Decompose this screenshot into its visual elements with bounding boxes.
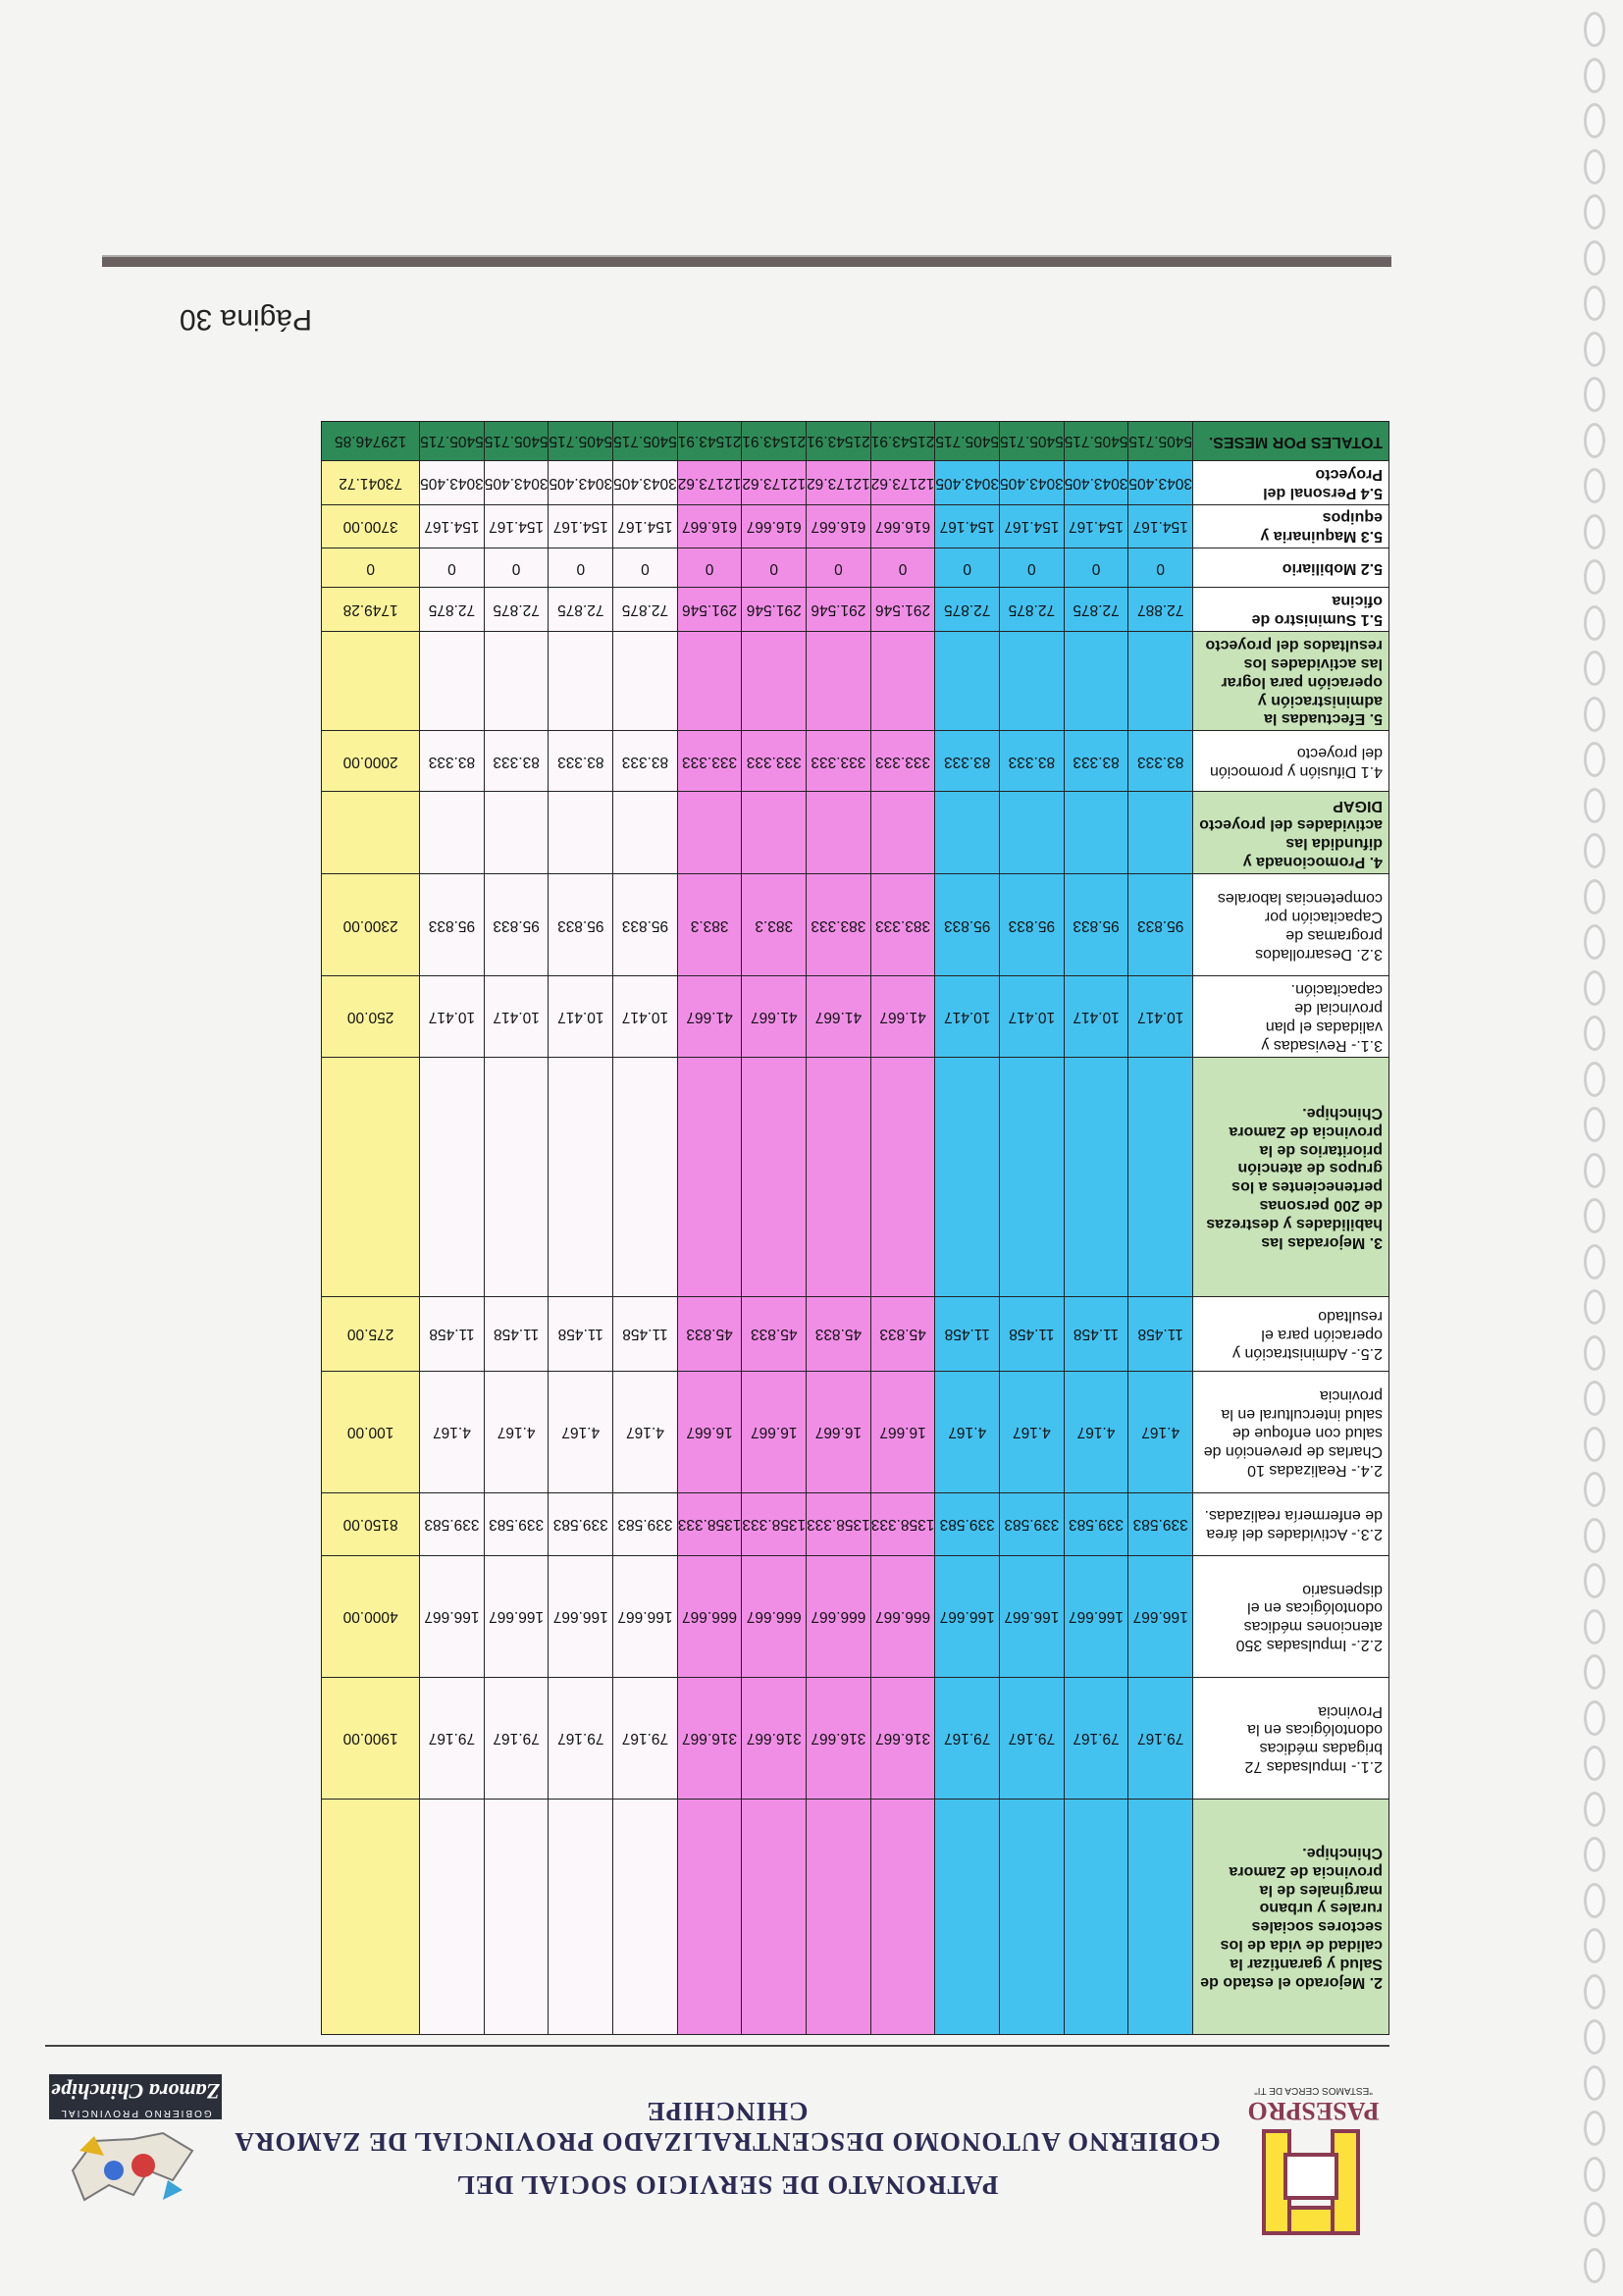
month-value-cell — [935, 792, 1000, 874]
month-value-cell: 3043.405 — [1000, 460, 1065, 504]
month-value-cell — [420, 1058, 485, 1297]
month-value-cell: 154.167 — [1128, 504, 1193, 548]
month-value-cell: 339.583 — [935, 1493, 1000, 1556]
month-value-cell: 291.546 — [677, 588, 742, 632]
month-value-cell — [549, 1800, 613, 2035]
month-value-cell: 339.583 — [1000, 1493, 1065, 1556]
row-label: 5.1 Suministro de oficina — [1193, 588, 1389, 632]
month-value-cell: 0 — [870, 548, 935, 588]
month-value-cell: 3043.405 — [549, 460, 613, 504]
month-value-cell — [1128, 1800, 1193, 2035]
month-value-cell: 95.833 — [613, 874, 678, 976]
month-value-cell: 95.833 — [549, 874, 613, 976]
month-value-cell: 383.333 — [807, 874, 871, 976]
zamora-chinchipe-logo — [49, 2062, 222, 2229]
month-value-cell: 5405.715 — [613, 421, 678, 460]
month-value-cell: 79.167 — [1128, 1678, 1193, 1800]
row-label: 3.1.- Revisadas y validadas el plan provincial de capacitación. — [1193, 976, 1389, 1058]
month-value-cell: 3043.405 — [935, 460, 1000, 504]
month-value-cell: 41.667 — [677, 976, 742, 1058]
row-label: 5.2 Mobiliario — [1193, 548, 1389, 588]
month-value-cell: 0 — [677, 548, 742, 588]
month-value-cell: 166.667 — [549, 1556, 613, 1678]
month-value-cell: 4.167 — [613, 1372, 678, 1493]
month-value-cell: 79.167 — [613, 1678, 678, 1800]
month-value-cell: 339.583 — [613, 1493, 678, 1556]
month-value-cell: 41.667 — [870, 976, 935, 1058]
month-value-cell: 0 — [1000, 548, 1065, 588]
table-row — [322, 792, 1389, 874]
row-label: TOTALES POR MESES. — [1193, 421, 1389, 460]
month-value-cell: 11.458 — [420, 1297, 485, 1372]
row-total-cell: 8150.00 — [322, 1493, 420, 1556]
row-label: 5.4 Personal del Proyecto — [1193, 460, 1389, 504]
month-value-cell — [549, 792, 613, 874]
budget-table — [321, 421, 1389, 2035]
month-value-cell: 333.333 — [870, 731, 935, 792]
month-value-cell — [742, 1800, 807, 2035]
month-value-cell — [677, 792, 742, 874]
row-label: 2.4.- Realizadas 10 Charlas de prevención de salud con enfoque de salud intercultural en la provincia — [1193, 1372, 1389, 1493]
month-value-cell: 166.667 — [935, 1556, 1000, 1678]
row-total-cell: 275.00 — [322, 1297, 420, 1372]
month-value-cell: 83.333 — [1128, 731, 1193, 792]
month-value-cell: 1358.333 — [742, 1493, 807, 1556]
table-row — [322, 1297, 1389, 1372]
month-value-cell — [484, 1058, 549, 1297]
table-row — [322, 976, 1389, 1058]
month-value-cell — [484, 632, 549, 731]
row-label: 5. Efectuadas la administración y operación para lograr las actividades los resultados del proyecto — [1193, 632, 1389, 731]
row-total-cell: 1749.28 — [322, 588, 420, 632]
month-value-cell: 154.167 — [484, 504, 549, 548]
month-value-cell: 45.833 — [870, 1297, 935, 1372]
month-value-cell: 316.667 — [677, 1678, 742, 1800]
month-value-cell: 666.667 — [870, 1556, 935, 1678]
month-value-cell: 10.417 — [613, 976, 678, 1058]
month-value-cell: 79.167 — [1000, 1678, 1065, 1800]
month-value-cell — [870, 1058, 935, 1297]
month-value-cell: 5405.715 — [1000, 421, 1065, 460]
month-value-cell — [613, 632, 678, 731]
month-value-cell: 12173.62 — [742, 460, 807, 504]
month-value-cell: 339.583 — [484, 1493, 549, 1556]
row-total-cell: 0 — [322, 548, 420, 588]
month-value-cell: 666.667 — [677, 1556, 742, 1678]
month-value-cell — [1000, 792, 1065, 874]
month-value-cell — [677, 632, 742, 731]
month-value-cell: 333.333 — [677, 731, 742, 792]
month-value-cell: 291.546 — [742, 588, 807, 632]
month-value-cell — [677, 1800, 742, 2035]
row-total-cell: 129746.85 — [322, 421, 420, 460]
month-value-cell: 10.417 — [549, 976, 613, 1058]
month-value-cell: 316.667 — [742, 1678, 807, 1800]
month-value-cell: 166.667 — [1064, 1556, 1128, 1678]
month-value-cell: 154.167 — [1064, 504, 1128, 548]
table-row — [322, 421, 1389, 460]
month-value-cell: 3043.405 — [484, 460, 549, 504]
month-value-cell: 3043.405 — [613, 460, 678, 504]
month-value-cell: 12173.62 — [807, 460, 871, 504]
month-value-cell: 79.167 — [935, 1678, 1000, 1800]
month-value-cell — [613, 792, 678, 874]
month-value-cell: 0 — [613, 548, 678, 588]
table-row — [322, 588, 1389, 632]
month-value-cell: 0 — [1128, 548, 1193, 588]
row-total-cell — [322, 1058, 420, 1297]
month-value-cell: 41.667 — [742, 976, 807, 1058]
month-value-cell: 45.833 — [807, 1297, 871, 1372]
month-value-cell: 339.583 — [1128, 1493, 1193, 1556]
month-value-cell: 616.667 — [742, 504, 807, 548]
month-value-cell: 154.167 — [613, 504, 678, 548]
row-total-cell: 4000.00 — [322, 1556, 420, 1678]
month-value-cell: 316.667 — [870, 1678, 935, 1800]
month-value-cell: 154.167 — [935, 504, 1000, 548]
right-logo-name: Zamora Chinchipe — [51, 2079, 220, 2104]
table-row — [322, 1556, 1389, 1678]
month-value-cell: 1358.333 — [870, 1493, 935, 1556]
month-value-cell: 166.667 — [1128, 1556, 1193, 1678]
month-value-cell — [1064, 632, 1128, 731]
month-value-cell: 291.546 — [870, 588, 935, 632]
month-value-cell: 0 — [420, 548, 485, 588]
month-value-cell: 11.458 — [484, 1297, 549, 1372]
row-total-cell: 73041.72 — [322, 460, 420, 504]
map-emblem-icon — [65, 2131, 202, 2210]
row-label: 2.1.- Impulsadas 72 brigadas médicas odontológicas en la Provincia — [1193, 1678, 1389, 1800]
month-value-cell: 4.167 — [420, 1372, 485, 1493]
right-logo-top: GOBIERNO PROVINCIAL — [59, 2108, 212, 2118]
month-value-cell: 0 — [484, 548, 549, 588]
month-value-cell — [870, 632, 935, 731]
page-number: Página 30 — [179, 303, 312, 336]
row-total-cell: 100.00 — [322, 1372, 420, 1493]
month-value-cell: 12173.62 — [870, 460, 935, 504]
month-value-cell: 5405.715 — [1128, 421, 1193, 460]
table-row — [322, 731, 1389, 792]
month-value-cell — [420, 792, 485, 874]
month-value-cell: 95.833 — [935, 874, 1000, 976]
month-value-cell: 21543.91 — [807, 421, 871, 460]
month-value-cell: 11.458 — [1064, 1297, 1128, 1372]
row-label: 2.3.- Actividades del área de enfermería realizadas. — [1193, 1493, 1389, 1556]
month-value-cell: 154.167 — [1000, 504, 1065, 548]
month-value-cell: 4.167 — [549, 1372, 613, 1493]
document-header — [45, 2043, 1389, 2239]
month-value-cell: 616.667 — [870, 504, 935, 548]
month-value-cell: 72.875 — [613, 588, 678, 632]
table-row — [322, 632, 1389, 731]
month-value-cell: 10.417 — [1128, 976, 1193, 1058]
month-value-cell: 5405.715 — [420, 421, 485, 460]
month-value-cell: 4.167 — [1000, 1372, 1065, 1493]
month-value-cell — [742, 632, 807, 731]
month-value-cell — [935, 1058, 1000, 1297]
month-value-cell — [677, 1058, 742, 1297]
month-value-cell: 316.667 — [807, 1678, 871, 1800]
month-value-cell: 10.417 — [484, 976, 549, 1058]
title-line-2: GOBIERNO AUTONOMO DESCENTRALIZADO PROVINCIAL DE ZAMORA CHINCHIPE — [234, 2097, 1221, 2157]
month-value-cell: 4.167 — [1128, 1372, 1193, 1493]
month-value-cell: 72.875 — [935, 588, 1000, 632]
month-value-cell — [484, 1800, 549, 2035]
left-logo-name: PASESPRO — [1247, 2097, 1380, 2125]
month-value-cell: 72.887 — [1128, 588, 1193, 632]
month-value-cell — [1000, 632, 1065, 731]
month-value-cell — [420, 1800, 485, 2035]
month-value-cell — [1000, 1058, 1065, 1297]
month-value-cell — [807, 1800, 871, 2035]
month-value-cell: 83.333 — [484, 731, 549, 792]
month-value-cell — [613, 1058, 678, 1297]
month-value-cell: 72.875 — [420, 588, 485, 632]
month-value-cell: 383.3 — [742, 874, 807, 976]
month-value-cell — [484, 792, 549, 874]
month-value-cell: 10.417 — [1064, 976, 1128, 1058]
month-value-cell: 83.333 — [935, 731, 1000, 792]
month-value-cell — [742, 792, 807, 874]
month-value-cell: 11.458 — [549, 1297, 613, 1372]
row-total-cell: 2300.00 — [322, 874, 420, 976]
month-value-cell — [935, 632, 1000, 731]
month-value-cell — [807, 632, 871, 731]
month-value-cell: 10.417 — [935, 976, 1000, 1058]
table-row — [322, 504, 1389, 548]
table-row — [322, 1678, 1389, 1800]
month-value-cell: 383.333 — [870, 874, 935, 976]
month-value-cell — [1128, 632, 1193, 731]
month-value-cell: 3043.405 — [1128, 460, 1193, 504]
pasespro-logo — [1237, 2082, 1389, 2239]
month-value-cell: 10.417 — [1000, 976, 1065, 1058]
month-value-cell: 45.833 — [677, 1297, 742, 1372]
month-value-cell: 1358.333 — [677, 1493, 742, 1556]
table-row — [322, 874, 1389, 976]
month-value-cell: 72.875 — [1064, 588, 1128, 632]
month-value-cell: 4.167 — [484, 1372, 549, 1493]
month-value-cell: 16.667 — [677, 1372, 742, 1493]
month-value-cell: 95.833 — [420, 874, 485, 976]
month-value-cell: 0 — [1064, 548, 1128, 588]
row-total-cell: 3700.00 — [322, 504, 420, 548]
row-label: 4. Promocionada y difundida las actividades del proyecto DIGAP — [1193, 792, 1389, 874]
month-value-cell: 79.167 — [420, 1678, 485, 1800]
month-value-cell: 16.667 — [870, 1372, 935, 1493]
month-value-cell: 0 — [549, 548, 613, 588]
month-value-cell — [420, 632, 485, 731]
month-value-cell: 333.333 — [742, 731, 807, 792]
row-label: 3.2. Desarrollados programas de Capacitación por competencias laborales — [1193, 874, 1389, 976]
row-total-cell — [322, 1800, 420, 2035]
month-value-cell: 154.167 — [549, 504, 613, 548]
month-value-cell: 95.833 — [484, 874, 549, 976]
month-value-cell: 10.417 — [420, 976, 485, 1058]
month-value-cell: 0 — [742, 548, 807, 588]
month-value-cell: 11.458 — [613, 1297, 678, 1372]
footer-divider — [102, 255, 1391, 267]
month-value-cell: 95.833 — [1064, 874, 1128, 976]
row-total-cell: 1900.00 — [322, 1678, 420, 1800]
month-value-cell: 83.333 — [1064, 731, 1128, 792]
month-value-cell: 166.667 — [1000, 1556, 1065, 1678]
month-value-cell: 616.667 — [807, 504, 871, 548]
month-value-cell: 0 — [807, 548, 871, 588]
month-value-cell: 12173.62 — [677, 460, 742, 504]
month-value-cell: 79.167 — [549, 1678, 613, 1800]
month-value-cell: 16.667 — [742, 1372, 807, 1493]
month-value-cell: 339.583 — [1064, 1493, 1128, 1556]
month-value-cell — [807, 792, 871, 874]
month-value-cell — [1064, 792, 1128, 874]
month-value-cell: 95.833 — [1000, 874, 1065, 976]
month-value-cell: 5405.715 — [484, 421, 549, 460]
month-value-cell: 0 — [935, 548, 1000, 588]
month-value-cell: 4.167 — [935, 1372, 1000, 1493]
month-value-cell — [742, 1058, 807, 1297]
row-total-cell: 250.00 — [322, 976, 420, 1058]
month-value-cell: 166.667 — [613, 1556, 678, 1678]
month-value-cell: 339.583 — [549, 1493, 613, 1556]
month-value-cell: 166.667 — [420, 1556, 485, 1678]
row-label: 3. Mejoradas las habilidades y destrezas de 200 personas pertenecientes a los grupos de atención prioritarios de la provincia de Zamora Chinchipe. — [1193, 1058, 1389, 1297]
row-label: 5.3 Maquinaria y equipos — [1193, 504, 1389, 548]
table-row — [322, 1372, 1389, 1493]
month-value-cell — [807, 1058, 871, 1297]
month-value-cell: 333.333 — [807, 731, 871, 792]
month-value-cell: 5405.715 — [549, 421, 613, 460]
month-value-cell: 339.583 — [420, 1493, 485, 1556]
month-value-cell: 4.167 — [1064, 1372, 1128, 1493]
row-total-cell: 2000.00 — [322, 731, 420, 792]
month-value-cell: 72.875 — [549, 588, 613, 632]
month-value-cell — [935, 1800, 1000, 2035]
month-value-cell: 21543.91 — [870, 421, 935, 460]
month-value-cell: 5405.715 — [935, 421, 1000, 460]
month-value-cell — [1064, 1058, 1128, 1297]
month-value-cell: 83.333 — [420, 731, 485, 792]
month-value-cell — [1000, 1800, 1065, 2035]
month-value-cell: 21543.91 — [677, 421, 742, 460]
month-value-cell: 5405.715 — [1064, 421, 1128, 460]
month-value-cell — [870, 1800, 935, 2035]
month-value-cell: 3043.405 — [1064, 460, 1128, 504]
month-value-cell: 72.875 — [484, 588, 549, 632]
month-value-cell: 95.833 — [1128, 874, 1193, 976]
row-label: 2.2.- Impulsadas 350 atenciones médicas odontológicas en el dispensario — [1193, 1556, 1389, 1678]
title-line-1: PATRONATO DE SERVICIO SOCIAL DEL — [455, 2170, 999, 2200]
month-value-cell: 79.167 — [1064, 1678, 1128, 1800]
month-value-cell — [1128, 1058, 1193, 1297]
month-value-cell: 41.667 — [807, 976, 871, 1058]
month-value-cell: 72.875 — [1000, 588, 1065, 632]
month-value-cell: 11.458 — [1128, 1297, 1193, 1372]
table-row — [322, 548, 1389, 588]
row-label: 2. Mejorado el estado de Salud y garantizar la calidad de vida de los sectores sociales rurales y urbano marginales de la provincia de Zamora Chinchipe. — [1193, 1800, 1389, 2035]
table-row — [322, 460, 1389, 504]
month-value-cell: 21543.91 — [742, 421, 807, 460]
month-value-cell: 616.667 — [677, 504, 742, 548]
month-value-cell: 16.667 — [807, 1372, 871, 1493]
table-row — [322, 1800, 1389, 2035]
header-divider — [45, 2045, 1389, 2047]
row-label: 2.5.- Administración y operación para el resultado — [1193, 1297, 1389, 1372]
row-label: 4.1 Difusión y promoción del proyecto — [1193, 731, 1389, 792]
month-value-cell: 154.167 — [420, 504, 485, 548]
month-value-cell: 3043.405 — [420, 460, 485, 504]
month-value-cell — [549, 632, 613, 731]
month-value-cell — [1064, 1800, 1128, 2035]
month-value-cell — [1128, 792, 1193, 874]
month-value-cell: 83.333 — [549, 731, 613, 792]
row-total-cell — [322, 792, 420, 874]
month-value-cell: 11.458 — [1000, 1297, 1065, 1372]
month-value-cell: 45.833 — [742, 1297, 807, 1372]
month-value-cell: 83.333 — [613, 731, 678, 792]
month-value-cell: 166.667 — [484, 1556, 549, 1678]
month-value-cell: 11.458 — [935, 1297, 1000, 1372]
month-value-cell: 666.667 — [807, 1556, 871, 1678]
left-logo-tagline: "ESTAMOS CERCA DE TI" — [1254, 2085, 1373, 2096]
month-value-cell — [870, 792, 935, 874]
month-value-cell: 83.333 — [1000, 731, 1065, 792]
table-row — [322, 1493, 1389, 1556]
month-value-cell: 1358.333 — [807, 1493, 871, 1556]
month-value-cell — [549, 1058, 613, 1297]
month-value-cell: 79.167 — [484, 1678, 549, 1800]
month-value-cell: 383.3 — [677, 874, 742, 976]
month-value-cell — [613, 1800, 678, 2035]
row-total-cell — [322, 632, 420, 731]
table-row — [322, 1058, 1389, 1297]
month-value-cell: 291.546 — [807, 588, 871, 632]
month-value-cell: 666.667 — [742, 1556, 807, 1678]
